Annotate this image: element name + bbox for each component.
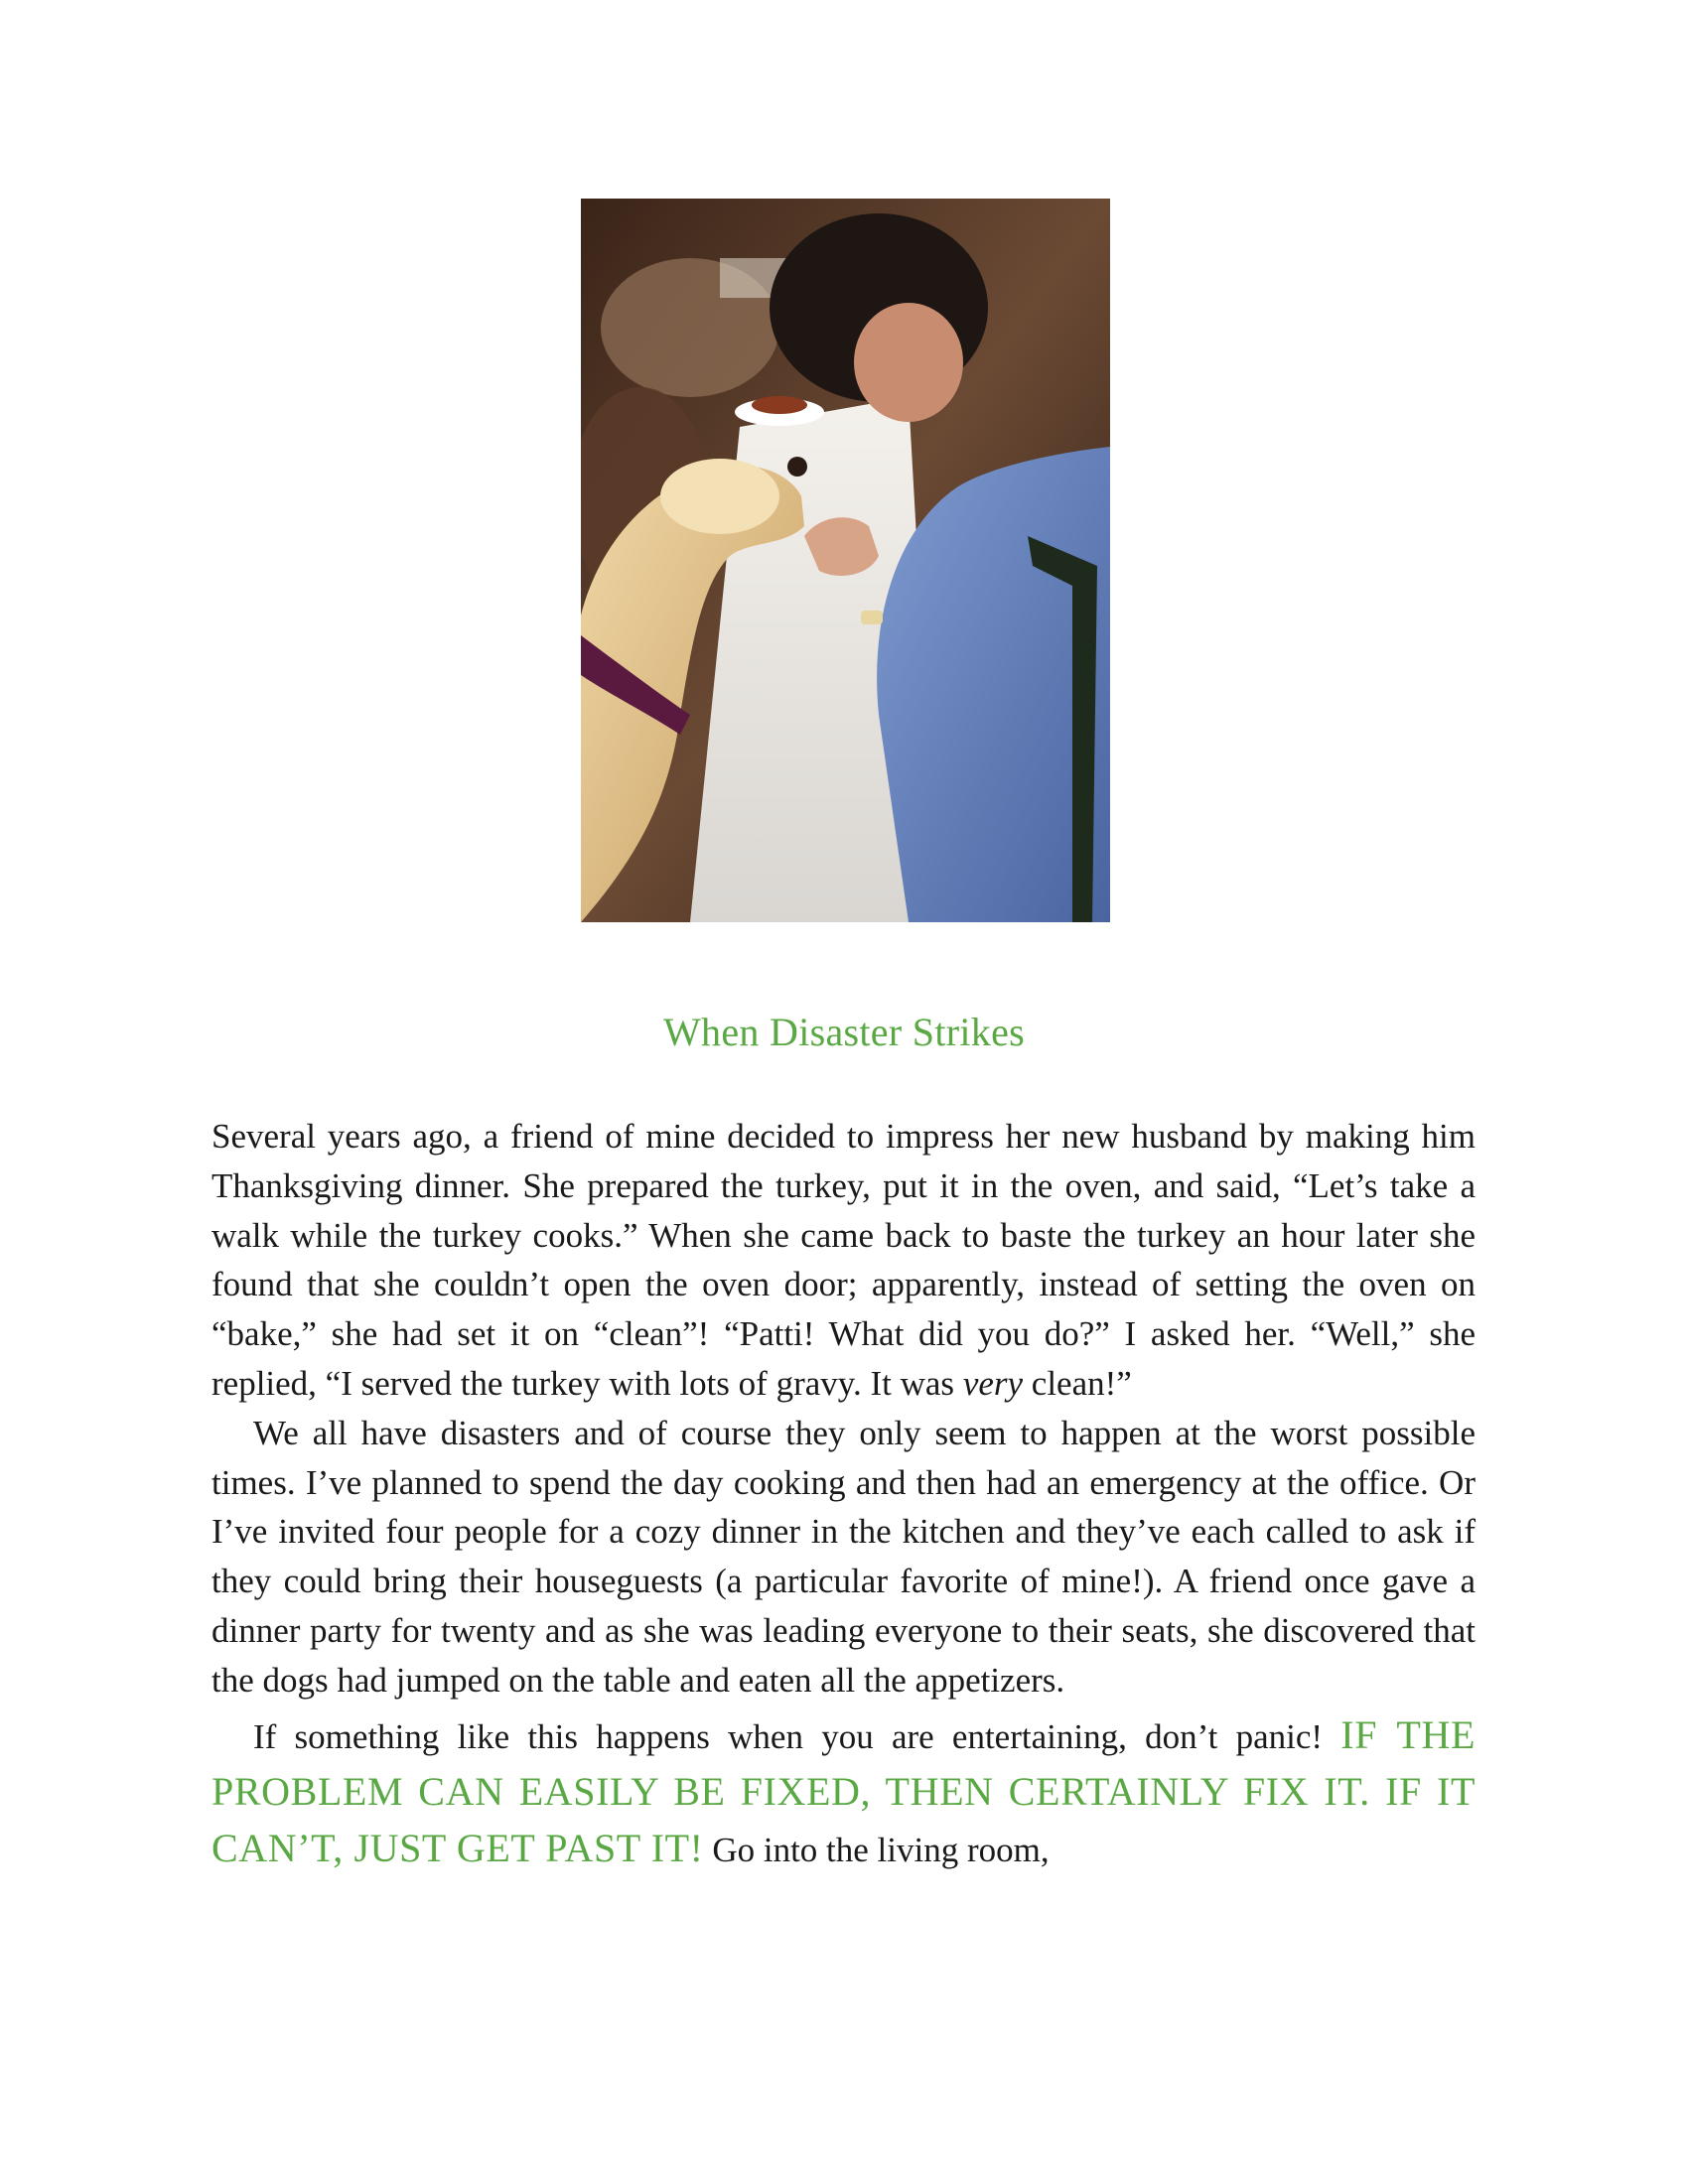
paragraph-1-end: clean!” bbox=[1023, 1363, 1132, 1403]
section-heading: When Disaster Strikes bbox=[663, 1010, 1025, 1054]
paragraph-1-text: Several years ago, a friend of mine decided to impress her new husband by making him Thanksgiving dinner. She prepared the turkey, put it in the oven, and said, “Let’s take a walk while the turkey cooks.” When she came back to baste the turkey an hour later she found that she couldn’t open the oven door; apparently, instead of setting the oven on “bake,” she had set it on “clean”! “Patti! What did you do?” I asked her. “Well,” she replied, “I served the turkey with lots of gravy. It was bbox=[211, 1117, 1476, 1403]
paragraph-3-highlight: IF THE PROBLEM CAN EASILY BE FIXED, THEN CERTAINLY FIX IT. IF IT CAN’T, JUST GET PAST IT! bbox=[211, 1711, 1476, 1870]
body-text bbox=[211, 1112, 1476, 1877]
paragraph-3-end: Go into the living room, bbox=[703, 1830, 1050, 1869]
paragraph-3 bbox=[211, 1707, 1476, 1877]
photo-illustration bbox=[581, 199, 1110, 922]
paragraph-2: We all have disasters and of course they only seem to happen at the worst possible times. I’ve planned to spend the day cooking and then had an emergency at the office. Or I’ve invited four people for a cozy dinner in the kitchen and they’ve each called to ask if they could bring their houseguests (a particular favorite of mine!). A friend once gave a dinner party for twenty and as she was leading everyone to their seats, she discovered that the dogs had jumped on the table and eaten all the appetizers. bbox=[211, 1413, 1476, 1700]
dog-eating-at-table-photo bbox=[581, 199, 1110, 922]
paragraph-1 bbox=[211, 1112, 1476, 1409]
paragraph-3-text: If something like this happens when you are entertaining, don’t panic! bbox=[253, 1716, 1341, 1756]
paragraph-1-emphasis: very bbox=[962, 1363, 1024, 1403]
